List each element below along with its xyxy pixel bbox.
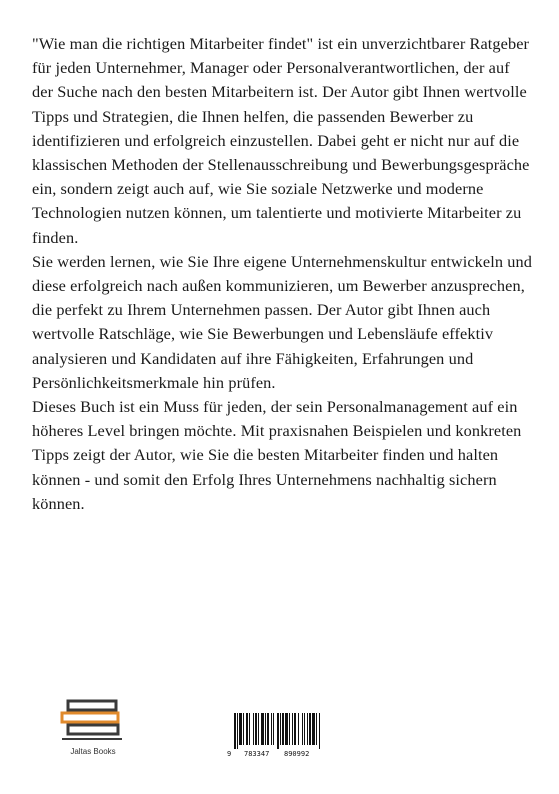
description-paragraph-1: "Wie man die richtigen Mitarbeiter findet" ist ein unverzichtbarer Ratgeber für jeden Unternehmer, Manager oder Personalverantwortlichen, der auf der Suche nach den besten Mitarbeitern ist. Der Autor gibt Ihnen wertvolle Tipps und Strategien, die Ihnen helfen, die passenden Bewerber zu identifizieren und erfolgreich einzustellen. Dabei geht er nicht nur auf die klassischen Methoden der Stellenausschreibung und Bewerbungsgespräche ein, sondern zeigt auch auf, wie Sie soziale Netzwerke und moderne Technologien nutzen können, um talentierte und motivierte Mitarbeiter zu finden. <box>32 34 530 247</box>
publisher-name: Jaltas Books <box>70 747 116 756</box>
barcode-bar <box>319 713 320 749</box>
barcode-bar <box>271 713 272 745</box>
barcode-bar <box>292 713 293 745</box>
description-paragraph-2: Sie werden lernen, wie Sie Ihre eigene Unternehmenskultur entwickeln und diese erfolgreich nach außen kommunizieren, um Bewerber anzusprechen, die perfekt zu Ihrem Unternehmen passen. Der Autor gibt Ihnen auch wertvolle Ratschläge, wie Sie Bewerbungen und Lebensläufe effektiv analysieren und Kandidaten auf ihre Fähigkeiten, Erfahrungen und Persönlichkeitsmerkmale hin prüfen. <box>32 251 532 392</box>
barcode-bar <box>298 713 299 745</box>
barcode-bar <box>273 713 274 745</box>
barcode-bar <box>237 713 238 749</box>
barcode-bar <box>316 713 317 745</box>
books-stack-icon <box>58 695 128 745</box>
barcode-digit-group-left: 783347 <box>244 750 270 758</box>
barcode-bar <box>255 713 257 745</box>
barcode-bar <box>294 713 296 745</box>
publisher-logo <box>58 695 128 775</box>
barcode-bar <box>280 713 281 745</box>
barcode-bar <box>234 713 236 749</box>
barcode-digit-group-right: 890992 <box>284 750 310 758</box>
barcode-bar <box>239 713 242 745</box>
barcode-bar <box>249 713 250 745</box>
barcode-bar <box>243 713 244 745</box>
barcode-digit-first: 9 <box>227 750 232 758</box>
barcode-bars <box>226 713 326 749</box>
barcode-bar <box>277 713 279 749</box>
barcode-bar <box>258 713 259 745</box>
barcode-bar <box>304 713 305 745</box>
barcode-bar <box>282 713 284 745</box>
barcode-bar <box>285 713 288 745</box>
barcode-bar <box>261 713 264 745</box>
barcode-bar <box>302 713 303 745</box>
barcode-bar <box>267 713 269 745</box>
barcode-digits <box>226 750 326 760</box>
barcode-bar <box>309 713 311 745</box>
barcode-bar <box>307 713 308 745</box>
barcode-bar <box>265 713 266 745</box>
back-cover-description <box>32 32 532 516</box>
barcode-bar <box>312 713 315 745</box>
barcode-bar <box>289 713 290 745</box>
description-paragraph-3: Dieses Buch ist ein Muss für jeden, der sein Personalmanagement auf ein höheres Level bringen möchte. Mit praxisnahen Beispielen und konkreten Tipps zeigt der Autor, wie Sie die besten Mitarbeiter finden und halten können - und somit den Erfolg Ihres Unternehmens nachhaltig sichern können. <box>32 397 522 513</box>
barcode-bar <box>246 713 248 745</box>
barcode-bar <box>253 713 254 745</box>
isbn-barcode <box>226 713 326 763</box>
